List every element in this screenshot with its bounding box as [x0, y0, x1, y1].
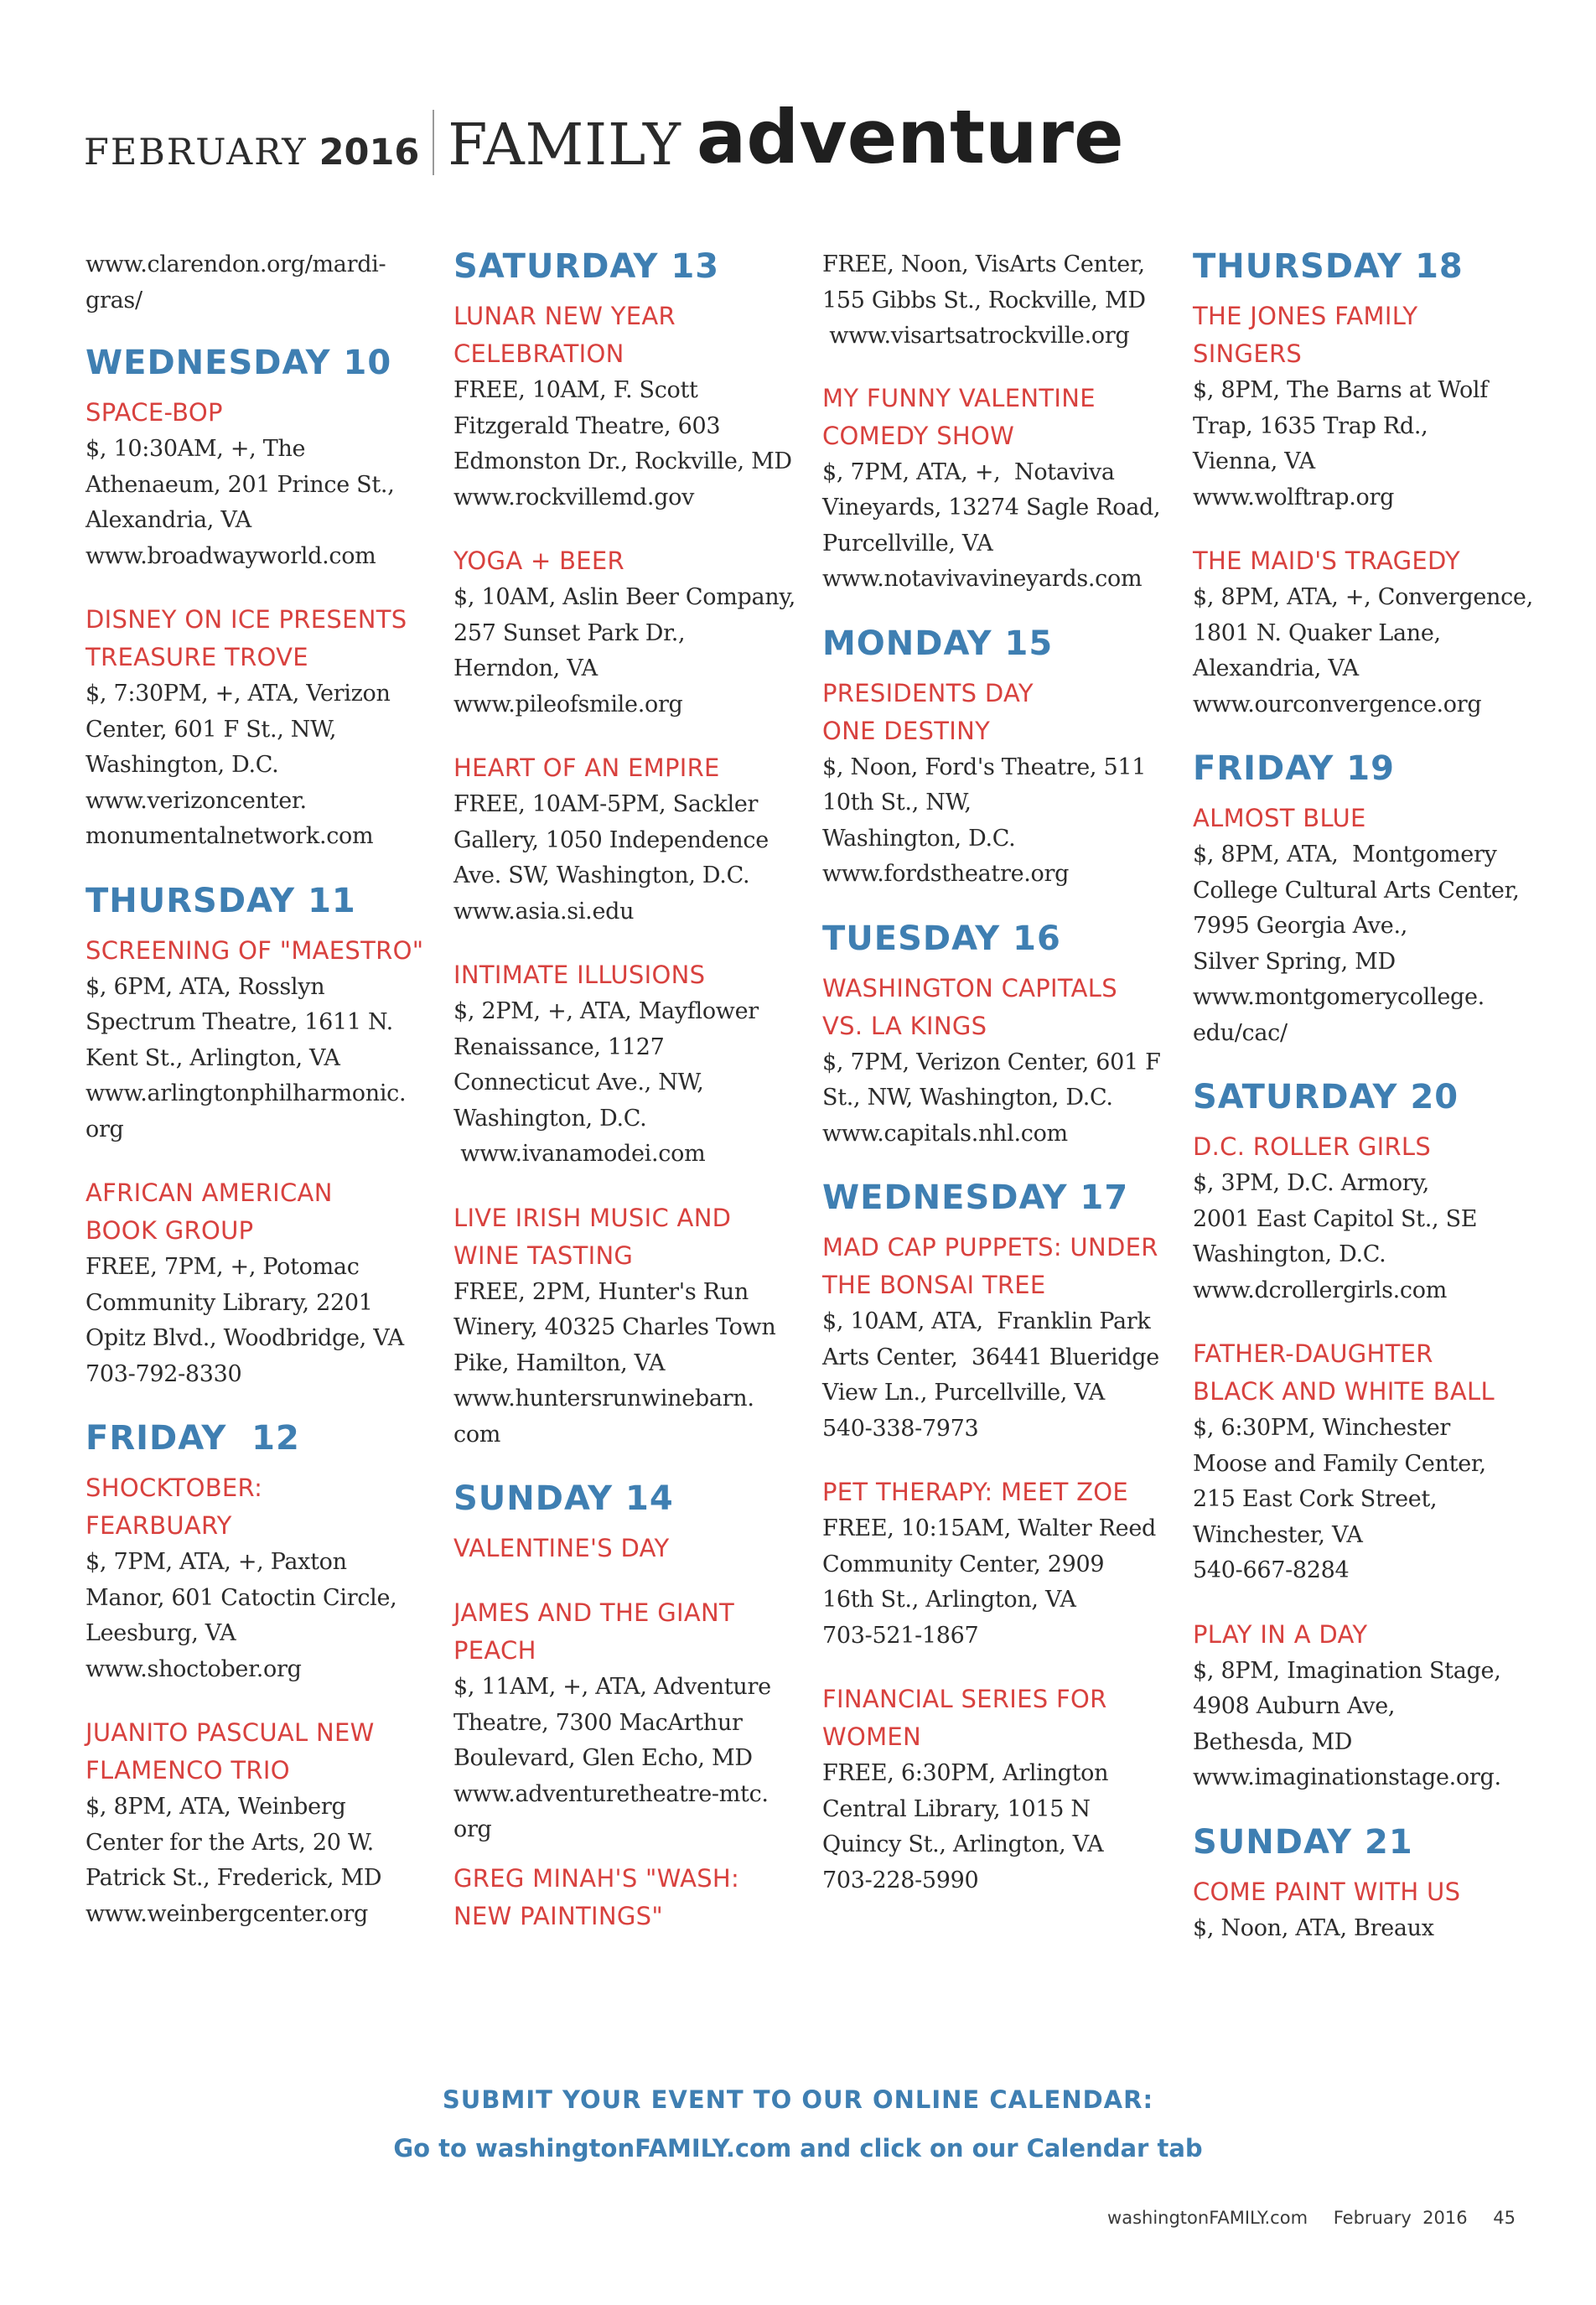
event-space-bop	[86, 394, 429, 574]
event-details: $, 6PM, ATA, Rosslyn Spectrum Theatre, 1611 N. Kent St., Arlington, VA www.arlingtonphilharmonic. org	[86, 973, 407, 1142]
header-divider	[433, 110, 434, 175]
event-my-funny-valentine	[822, 380, 1166, 598]
event-title: PRESIDENTS DAY ONE DESTINY	[822, 678, 1034, 745]
event-title: PLAY IN A DAY	[1193, 1619, 1368, 1649]
event-title: COME PAINT WITH US	[1193, 1877, 1461, 1906]
event-presidents-day	[822, 675, 1166, 893]
header-adventure: adventure	[696, 94, 1124, 180]
day-heading: MONDAY 15	[822, 624, 1054, 663]
day-heading: WEDNESDAY 17	[822, 1178, 1129, 1217]
event-title: SHOCKTOBER: FEARBUARY	[86, 1474, 263, 1540]
event-intimate-illusions	[453, 956, 797, 1173]
event-father-daughter-ball	[1193, 1335, 1536, 1589]
event-title: SPACE-BOP	[86, 398, 223, 427]
day-heading: FRIDAY 19	[1193, 749, 1395, 788]
event-come-paint-with-us	[1193, 1873, 1536, 1947]
page-header	[84, 88, 1124, 180]
header-month: FEBRUARY	[84, 132, 308, 174]
event-heart-of-an-empire	[453, 749, 797, 930]
event-title: WASHINGTON CAPITALS VS. LA KINGS	[822, 973, 1117, 1040]
event-title: FATHER-DAUGHTER BLACK AND WHITE BALL	[1193, 1339, 1495, 1406]
event-details: FREE, 7PM, +, Potomac Community Library, 2201 Opitz Blvd., Woodbridge, VA 703-792-8330	[86, 1254, 404, 1387]
event-details: $, 7:30PM, +, ATA, Verizon Center, 601 F St., NW, Washington, D.C. www.verizoncenter. monumentalnetwork.com	[86, 681, 391, 849]
event-title: SCREENING OF "MAESTRO"	[86, 935, 424, 965]
day-heading: THURSDAY 18	[1193, 247, 1464, 286]
event-valentines-day	[453, 1530, 797, 1567]
event-details: FREE, 10:15AM, Walter Reed Community Center, 2909 16th St., Arlington, VA 703-521-1867	[822, 1515, 1156, 1649]
event-details: $, 2PM, +, ATA, Mayflower Renaissance, 1127 Connecticut Ave., NW, Washington, D.C. www.ivanamodei.com	[453, 998, 759, 1167]
event-lunar-new-year	[453, 298, 797, 515]
event-title: JUANITO PASCUAL NEW FLAMENCO TRIO	[86, 1718, 375, 1784]
event-maids-tragedy	[1193, 542, 1536, 723]
event-details: FREE, 2PM, Hunter's Run Winery, 40325 Charles Town Pike, Hamilton, VA www.huntersrunwinebarn. com	[453, 1278, 776, 1448]
event-details: $, 8PM, ATA, Montgomery College Cultural Arts Center, 7995 Georgia Ave., Silver Spring, MD www.montgomerycollege. edu/cac/	[1193, 842, 1520, 1046]
event-details: $, 10:30AM, +, The Athenaeum, 201 Prince St., Alexandria, VA www.broadwayworld.com	[86, 436, 395, 569]
continued-event-details: FREE, Noon, VisArts Center, 155 Gibbs St., Rockville, MD www.visartsatrockville.org	[822, 251, 1146, 349]
event-details: $, Noon, Ford's Theatre, 511 10th St., NW, Washington, D.C. www.fordstheatre.org	[822, 754, 1147, 887]
day-heading: SATURDAY 20	[1193, 1078, 1459, 1116]
header-family: FAMILY	[448, 112, 681, 179]
event-details: $, 8PM, Imagination Stage, 4908 Auburn Ave, Bethesda, MD www.imaginationstage.org.	[1193, 1657, 1501, 1790]
event-title: JAMES AND THE GIANT PEACH	[453, 1598, 734, 1665]
event-jones-family-singers	[1193, 298, 1536, 515]
event-title: INTIMATE ILLUSIONS	[453, 961, 706, 989]
event-details: FREE, 6:30PM, Arlington Central Library, 1015 N Quincy St., Arlington, VA 703-228-5990	[822, 1760, 1109, 1893]
event-shocktober	[86, 1469, 429, 1687]
footer-site: washingtonFAMILY.com	[1107, 2208, 1308, 2228]
event-details: $, 8PM, ATA, +, Convergence, 1801 N. Quaker Lane, Alexandria, VA www.ourconvergence.org	[1193, 584, 1533, 717]
event-financial-series	[822, 1681, 1166, 1898]
event-details: $, 6:30PM, Winchester Moose and Family Center, 215 East Cork Street, Winchester, VA 540-667-8284	[1193, 1415, 1486, 1583]
event-title: VALENTINE'S DAY	[453, 1534, 670, 1562]
calendar-column-4	[1193, 247, 1536, 1973]
event-title: HEART OF AN EMPIRE	[453, 754, 720, 782]
page-footer	[1107, 2208, 1516, 2228]
event-title: LUNAR NEW YEAR CELEBRATION	[453, 302, 676, 368]
event-screening-maestro	[86, 932, 429, 1148]
event-james-giant-peach	[453, 1594, 797, 1848]
submit-event-heading: SUBMIT YOUR EVENT TO OUR ONLINE CALENDAR:	[442, 2085, 1154, 2114]
event-disney-on-ice	[86, 601, 429, 855]
day-heading: WEDNESDAY 10	[86, 344, 392, 382]
event-title: YOGA + BEER	[453, 546, 624, 575]
event-title: MAD CAP PUPPETS: UNDER THE BONSAI TREE	[822, 1233, 1158, 1299]
event-title: D.C. ROLLER GIRLS	[1193, 1132, 1432, 1161]
event-juanito-pascual	[86, 1714, 429, 1932]
day-heading: THURSDAY 11	[86, 881, 356, 920]
event-details: $, 11AM, +, ATA, Adventure Theatre, 7300 MacArthur Boulevard, Glen Echo, MD www.adventuretheatre-mtc. org	[453, 1674, 771, 1842]
header-year: 2016	[319, 132, 420, 174]
event-details: $, 10AM, ATA, Franklin Park Arts Center, 36441 Blueridge View Ln., Purcellville, VA 540-338-7973	[822, 1308, 1159, 1442]
day-heading: SUNDAY 14	[453, 1479, 674, 1518]
submit-event-callout	[0, 2083, 1596, 2165]
event-almost-blue	[1193, 800, 1536, 1051]
event-details: $, 7PM, ATA, +, Notaviva Vineyards, 13274 Sagle Road, Purcellville, VA www.notavivavineyards.com	[822, 458, 1161, 592]
event-washington-capitals	[822, 970, 1166, 1152]
event-title: PET THERAPY: MEET ZOE	[822, 1478, 1129, 1506]
submit-event-instructions: Go to washingtonFAMILY.com and click on our Calendar tab	[393, 2134, 1203, 2163]
event-title: DISNEY ON ICE PRESENTS TREASURE TROVE	[86, 605, 407, 671]
event-title: THE MAID'S TRAGEDY	[1193, 546, 1461, 575]
event-title: LIVE IRISH MUSIC AND WINE TASTING	[453, 1203, 732, 1270]
calendar-column-3	[822, 247, 1166, 1925]
event-yoga-beer	[453, 542, 797, 723]
continued-url: www.clarendon.org/mardi- gras/	[86, 251, 386, 313]
event-pet-therapy	[822, 1474, 1166, 1654]
event-live-irish-music	[453, 1199, 797, 1453]
event-details: $, 7PM, Verizon Center, 601 F St., NW, Washington, D.C. www.capitals.nhl.com	[822, 1049, 1161, 1147]
event-details: $, 10AM, Aslin Beer Company, 257 Sunset Park Dr., Herndon, VA www.pileofsmile.org	[453, 584, 796, 717]
event-title: THE JONES FAMILY SINGERS	[1193, 302, 1418, 368]
event-title: GREG MINAH'S "WASH: NEW PAINTINGS"	[453, 1863, 740, 1930]
event-details: $, 8PM, ATA, Weinberg Center for the Arts, 20 W. Patrick St., Frederick, MD www.weinbergcenter.org	[86, 1794, 382, 1927]
day-heading: SUNDAY 21	[1193, 1822, 1413, 1862]
page-number: 45	[1493, 2208, 1516, 2228]
event-mad-cap-puppets	[822, 1229, 1166, 1447]
event-title: FINANCIAL SERIES FOR WOMEN	[822, 1685, 1107, 1751]
event-title: AFRICAN AMERICAN BOOK GROUP	[86, 1178, 333, 1245]
event-details: $, 7PM, ATA, +, Paxton Manor, 601 Catoctin Circle, Leesburg, VA www.shoctober.org	[86, 1549, 397, 1682]
day-heading: FRIDAY 12	[86, 1419, 300, 1458]
day-heading: SATURDAY 13	[453, 247, 720, 286]
event-play-in-a-day	[1193, 1616, 1536, 1796]
event-title: MY FUNNY VALENTINE COMEDY SHOW	[822, 383, 1096, 450]
event-dc-roller-girls	[1193, 1128, 1536, 1308]
event-greg-minah	[453, 1860, 797, 1935]
calendar-column-1	[86, 247, 429, 1959]
event-details: FREE, 10AM-5PM, Sackler Gallery, 1050 Independence Ave. SW, Washington, D.C. www.asia.si.edu	[453, 791, 769, 925]
event-details: $, 3PM, D.C. Armory, 2001 East Capitol St., SE Washington, D.C. www.dcrollergirls.com	[1193, 1170, 1478, 1303]
event-african-american-book-group	[86, 1174, 429, 1392]
footer-issue: February 2016	[1333, 2208, 1468, 2228]
event-details: FREE, 10AM, F. Scott Fitzgerald Theatre, 603 Edmonston Dr., Rockville, MD www.rockvillemd.gov	[453, 377, 792, 510]
event-details: $, Noon, ATA, Breaux	[1193, 1914, 1434, 1941]
event-title: ALMOST BLUE	[1193, 804, 1366, 832]
event-details: $, 8PM, The Barns at Wolf Trap, 1635 Trap Rd., Vienna, VA www.wolftrap.org	[1193, 377, 1488, 510]
day-heading: TUESDAY 16	[822, 919, 1061, 958]
calendar-column-2	[453, 247, 797, 1962]
